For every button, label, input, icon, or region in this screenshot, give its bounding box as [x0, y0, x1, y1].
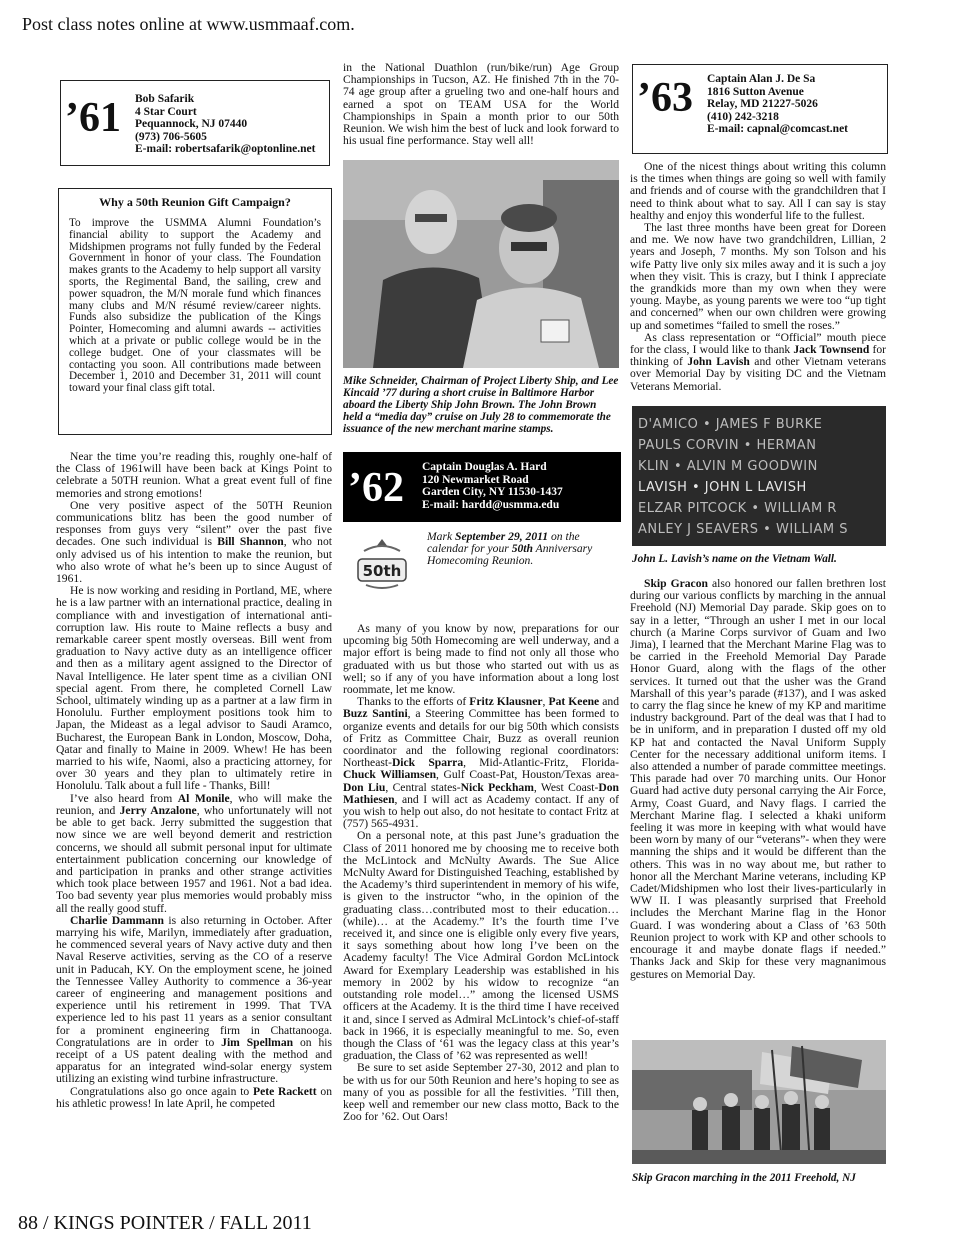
col3-paragraph: Skip Gracon also honored our fallen brethren lost during our various conflicts by marching in the annual Freehold (NJ) Memorial Day parade. Skip goes on to say in a letter, “Through an usher I met in our local church (a Marine Corps survivor of Guam and Iwo Jima), I learned that the Merchant Marine Flag was to be carried in the Freehold Memorial Day Parade Honor Guard, along with the flags of the other services. It turned out that the usher was the Grand Marshall of this year’s parade (#137), and I was asked to carry the flag since he knew of my KP and maritime industry background. Part of the deal was that I had to be in uniform, and in preparation I dusted off my old KP hat and contacted the Naval Uniform Supply Center for the necessary additional uniform items. I also attended a number of parade committee meetings. This parade had over 70 marching units. Our Honor Guard had active duty personal carrying the Air Force, Army, Coast Guard, and Navy flags. I carried the Merchant Marine flag. I selected a khaki uniform feeling it was more in keeping with what would have been worn by many of our “veterans”- when they were manning the ships and it would be different than the others. This was in no way about me, but rather to honor all the Merchant Marine veterans, including KP Cadet/Midshipmen who lost their lives-particularly in WW II. I was pleasantly surprised that Freehold includes the Merchant Marine flag in the Honor Guard. I was wondering about a Class of ’63 50th Reunion project to work with KP and other schools to encourage it and maybe donate flags if needed.” Thanks Jack and Skip for these very magnanimous gestures on Memorial Day.	[630, 577, 886, 981]
column-2-top	[343, 62, 619, 147]
col2-paragraph: Be sure to set aside September 27-30, 2012 and plan to be with us for our 50th Reunion and here’s hoping to see as many of you as possible for all the festivities. ’Till then, keep well and remember our new class motto, Back to the Zoo for ’62. Out Oars!	[343, 1061, 619, 1124]
class-62-contact-box	[343, 452, 621, 522]
col3-paragraph: One of the nicest things about writing this column is the times when things are going so well with family and friends and of course with the grandchildren that I need to think about what to say. All I can say is stay healthy and enjoy this wonderful life to the fullest.	[630, 160, 886, 222]
photo-freehold-parade-caption: Skip Gracon marching in the 2011 Freehold, NJ	[632, 1172, 856, 1184]
class-62-city: Garden City, NY 11530-1437	[422, 486, 563, 498]
wall-names	[638, 414, 848, 540]
photo-freehold-parade	[632, 1040, 886, 1164]
name-jack-townsend: Jack Townsend	[793, 343, 870, 357]
class-63-year: ’63	[637, 75, 693, 121]
photo-schneider-kincaid-caption: Mike Schneider, Chairman of Project Liberty Ship, and Lee Kincaid ’77 during a short cruise in Baltimore Harbor aboard the Liberty Ship John Brown. The John Brown held a “media day” cruise on July 28 to commemorate the issuance of the new merchant marine stamps.	[343, 375, 619, 435]
class-63-city: Relay, MD 21227-5026	[707, 98, 818, 110]
class-61-phone: (973) 706-5605	[135, 130, 207, 143]
wall-name-line: KLIN • ALVIN M GOODWIN	[638, 459, 818, 474]
col1-paragraph: I’ve also heard from Al Monile, who will make the reunion, and Jerry Anzalone, who unfortunately will not be able to get back. Jerry submitted the suggestion that now since we are well beyond demerit and restriction concerns, we should all submit personal input for ultimate entertainment publication concerning our knowledge of and participation in pranks and other strange activities which took place between 1957 and 1961. Not a bad idea. Too bad seventy year plus memories would probably miss all the really good stuff.	[56, 791, 332, 915]
name-al-monile: Al Monile	[177, 791, 230, 805]
name-john-lavish: John Lavish	[687, 355, 750, 369]
reunion-gift-body: To improve the USMMA Alumni Foundation’s financial ability to support the Academy and Midshipmen programs not fully funded by the Federal Government in honor of your class. The Foundation makes grants to the Academy to help support all varsity sports, the Regimental Band, the sailing, crew and power squadron, the M/N morale fund which finances many clubs and M/N résumé review/career nights. Funds also subsidize the publication of the Kings Pointer, Homecoming and alumni awards -- activities which at a private or public college would be in the college budget. One of your classmates will be contacting you soon. All contributions made between December 1, 2010 and December 31, 2011 will count toward your final class gift total.	[69, 217, 321, 395]
fiftieth-emblem-icon	[352, 533, 412, 593]
column-2-main	[343, 623, 619, 1123]
reunion-date-note: Mark September 29, 2011 on the calendar for your 50th Anniversary Homecoming Reunion.	[427, 530, 593, 568]
col1-paragraph: Charlie Dammann is also returning in October. After marrying his wife, Marilyn, immediately after graduation, he commenced several years of Navy active duty and then Naval Reserve activities, serving as the CO of a reserve unit in Paducah, KY. On the employment scene, he joined the Tennessee Valley Authority to commence a 36-year career of engineering and management positions and experience until his retirement in 1999. That TVA experience led to his past 11 years as a senior consultant for a prominent engineering firm in Chattanooga. Congratulations are in order to Jim Spellman on his receipt of a US patent dealing with the method and apparatus for an integrated wind-solar energy system utilizing an existing wind turbine infrastructure.	[56, 913, 332, 1086]
column-1	[56, 451, 332, 1110]
class-63-name: Captain Alan J. De Sa	[707, 73, 816, 85]
column-3-top	[630, 161, 886, 393]
col3-paragraph: The last three months have been great for Doreen and me. We now have two grandchildren, Lillian, 2 years and Joseph, 7 months. My son Tolson and his wife Patty live only six miles away and it is such a joy when they visit. This is crazy, but I think I appreciate the grandkids more than my own when they were young. Maybe, as young parents we were too “up tight and concerned” when our own children were growing up and sometimes “failed to smell the roses.”	[630, 221, 886, 332]
photo-freehold-parade-image	[632, 1040, 886, 1164]
class-61-street: 4 Star Court	[135, 105, 197, 118]
wall-name-line: ANLEY J SEAVERS • WILLIAM S	[638, 522, 848, 537]
col1-paragraph: He is now working and residing in Portland, ME, where he is a law partner with an international practice, dealing in compliance with and investigation of international anti-corruption law. His route to Maine reflects a busy and remarkable career spent mostly overseas. Bill went from graduation to Navy active duty as an intelligence officer and then as a military agent assigned to the Director of Naval Intelligence. He later spent time as a civilian ONI special agent. From there, he completed Cornell Law School, ultimately winding up as a partner at a law firm in Honolulu. Further employment positions took him to Japan, the Mideast as a legal advisor to Saudi Aramco, Bucharest, the European Bank in London, Moscow, Doha, Qatar and finally to Maine in 2009. Whew! He has been married to his wife, Naomi, also a practicing attorney, for over 30 years and they plan to ultimately retire in Honolulu. Talk about a full life - Thanks, Bill!	[56, 584, 332, 793]
page-header: Post class notes online at www.usmmaaf.com.	[22, 14, 355, 34]
class-62-contact-info	[422, 461, 563, 511]
class-62-street: 120 Newmarket Road	[422, 473, 529, 486]
reunion-date: September 29, 2011	[455, 530, 549, 543]
col1-paragraph: Congratulations also go once again to Pete Rackett on his athletic prowess! In late April, he competed	[56, 1084, 332, 1110]
class-62-name: Captain Douglas A. Hard	[422, 461, 547, 473]
wall-name-line: ELZAR PITCOCK • WILLIAM R	[638, 501, 837, 516]
class-61-contact-info	[135, 93, 315, 156]
page-footer: 88 / KINGS POINTER / FALL 2011	[18, 1212, 312, 1234]
class-63-email: E-mail: capnal@comcast.net	[707, 123, 849, 135]
col2-paragraph: Thanks to the efforts of Fritz Klausner, Pat Keene and Buzz Santini, a Steering Committee has been formed to organize events and details for our big 50th which consists of Fritz as Committee Chair, Buzz as overall reunion coordinator and the following regional coordinators: Northeast-Dick Sparra, Mid-Atlantic-Fritz, Florida-Chuck Williamsen, Gulf Coast-Pat, Houston/Texas area-Don Liu, Central states-Nick Peckham, West Coast-Don Mathiesen, and I will act as Academy contact. If any of you wish to help out also, do not hesitate to contact Fritz at (757) 565-4931.	[343, 695, 619, 831]
photo-vietnam-wall-caption: John L. Lavish’s name on the Vietnam Wall.	[632, 553, 837, 565]
photo-vietnam-wall	[632, 406, 886, 546]
photo-schneider-kincaid-image	[343, 160, 619, 368]
class-62-year: ’62	[348, 465, 404, 511]
class-61-city: Pequannock, NJ 07440	[135, 118, 248, 130]
col1-paragraph: Near the time you’re reading this, roughly one-half of the Class of 1961will have been back at Kings Point to celebrate a 50TH reunion. What a great event full of fine memories and strong emotions!	[56, 450, 332, 500]
reunion-gift-title: Why a 50th Reunion Gift Campaign?	[99, 195, 291, 209]
name-pete-rackett: Pete Rackett	[252, 1084, 317, 1098]
class-61-contact-box	[60, 80, 330, 166]
col1-paragraph: One very positive aspect of the 50TH Reunion communications blitz has been the good number of responses from guys very “silent” over the past five decades. One such individual is Bill Shannon, who not only advised us of his intention to make the reunion, but who also wrote of what he’s been up to since August of 1961.	[56, 498, 332, 586]
wall-name-line: D'AMICO • JAMES F BURKE	[638, 417, 823, 432]
wall-name-line: PAULS CORVIN • HERMAN	[638, 438, 817, 453]
name-charlie-dammann: Charlie Dammann	[70, 913, 164, 927]
column-3-main	[630, 578, 886, 981]
class-61-name: Bob Safarik	[135, 93, 195, 105]
name-jim-spellman: Jim Spellman	[221, 1035, 294, 1049]
col2-continued-paragraph: in the National Duathlon (run/bike/run) Age Group Championships in Tucson, AZ. He finished 7th in the 70-74 age group after a grueling two and one-half hours and earned a spot on TEAM USA for the World Championships in Spain a month prior to our 50th Reunion. We wish him the best of luck and look forward to his usual fine performance. Stay well all!	[343, 61, 619, 148]
class-63-contact-box	[632, 64, 888, 154]
class-61-year: ’61	[65, 95, 121, 141]
class-63-phone: (410) 242-3218	[707, 110, 779, 123]
wall-name-line: LAVISH • JOHN L LAVISH	[638, 480, 807, 495]
name-skip-gracon: Skip Gracon	[644, 577, 708, 590]
photo-schneider-kincaid	[343, 160, 619, 368]
class-62-email: E-mail: hardd@usmma.edu	[422, 498, 560, 511]
class-61-email: E-mail: robertsafarik@optonline.net	[135, 143, 316, 155]
name-bill-shannon: Bill Shannon	[217, 535, 284, 549]
col2-paragraph: As many of you know by now, preparations for our upcoming big 50th Homecoming are well underway, and a major effort is being made to find not only all those who graduated with us but those who started out with us as well; so if any of you have information about a long lost roommate, let me know.	[343, 622, 619, 697]
class-63-contact-info	[707, 73, 848, 136]
class-63-street: 1816 Sutton Avenue	[707, 85, 804, 98]
col3-paragraph: As class representation or “Official” mouth piece for the class, I would like to thank Jack Townsend for thinking of John Lavish and other Vietnam veterans over Memorial Day by visiting DC and the Vietnam Veterans Memorial.	[630, 330, 887, 393]
col2-paragraph: On a personal note, at this past June’s graduation the Class of 2011 honored me by choosing me to receive both the McLintock and McNulty Awards. The Sue Alice McNulty Award for Distinguished Teaching, established by the Academy’s third superintendent in memory of his wife, is given to the instructor “who, in the opinion of the graduating class…contributed most to their education…(while)… at the Academy.” It’s the fourth time I’ve received it, and since one is eligible only every five years, it says something about how long I’ve been on the Academy faculty! The Vice Admiral Gordon McLintock Award for Exemplary Leadership was established in his memory in 2002 by his widow to recognize “an outstanding role model…” among the licensed USMS officers at the Academy. It is the third time I have received it and, since I served as Admiral McLintock’s chief-of-staff back in 1966, it is especially meaningful to me. So, even though the Class of ‘61 was the legacy class at this year’s graduation, the Class of ’62 was represented as well!	[343, 829, 619, 1063]
fiftieth-emblem-text: 50th	[362, 562, 402, 580]
reunion-gift-box	[58, 188, 332, 435]
name-jerry-anzalone: Jerry Anzalone	[119, 803, 197, 817]
